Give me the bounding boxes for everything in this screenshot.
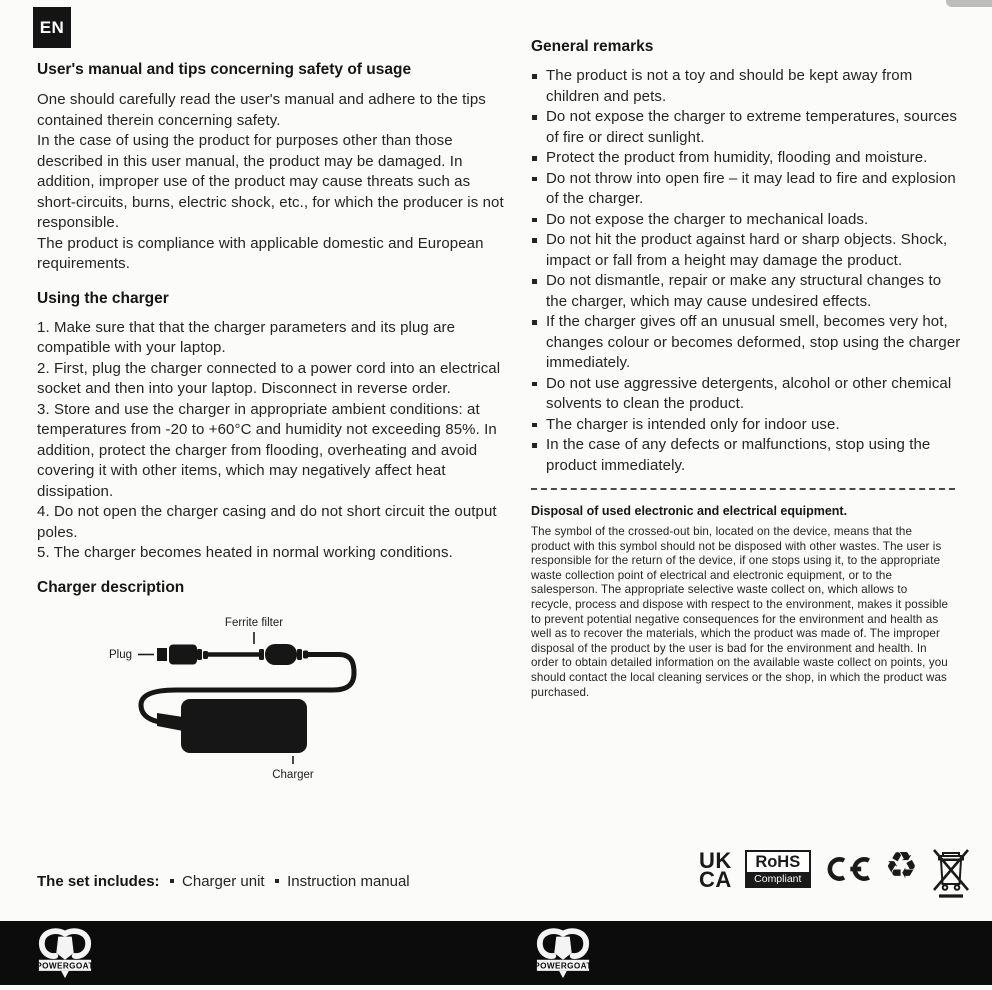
plug-connector-icon (157, 644, 208, 664)
remark-item: In the case of any defects or malfunctions, stop using the product immediately. (531, 435, 962, 476)
remark-item: The product is not a toy and should be kept away from children and pets. (531, 66, 962, 107)
disposal-text: The symbol of the crossed-out bin, located on the device, means that the product with this symbol should not be disposed with other wastes. The user is responsible for the return of the device, if one stops using it, to the appropriate waste collection point of electrical and electronic equipment, or to the salesperson. The appropriate selective waste collect on, which allows to recycle, process and dispose with respect to the environment, makes it possible to prevent potential negative consequences for the environment and health as well as to recover the materials, which the product was made of. The improper disposal of the product by the user is bad for the environment and health. In order to obtain detailed information on the available waste collect on points, you should contact the local cleaning services or the shop, in which the product was purchased. (531, 525, 949, 699)
left-column (37, 60, 504, 787)
intro-paragraph: One should carefully read the user's manual and adhere to the tips contained therein concerning safety. (37, 91, 486, 129)
step-item: 4. Do not open the charger casing and do not short circuit the output poles. (37, 503, 497, 541)
using-steps (37, 318, 504, 564)
scan-artifact (946, 0, 992, 7)
using-charger-heading: Using the charger (37, 289, 169, 307)
recycling-icon: ♻ (884, 845, 918, 886)
brand-name: POWERGOAT (534, 961, 592, 971)
intro-paragraph: The product is compliance with applicable domestic and European requirements. (37, 234, 484, 272)
remark-item: Protect the product from humidity, flooding and moisture. (531, 148, 962, 169)
dashed-divider (531, 488, 955, 490)
remark-item: Do not hit the product against hard or sharp objects. Shock, impact or fall from a height may damage the product. (531, 230, 962, 271)
step-item: 1. Make sure that that the charger parameters and its plug are compatible with your laptop. (37, 318, 456, 356)
footer-bar (0, 921, 992, 985)
plug-label: Plug (109, 648, 133, 661)
right-column (531, 38, 962, 700)
step-item: 5. The charger becomes heated in normal working conditions. (37, 544, 453, 561)
usage-title: User's manual and tips concerning safety of usage (37, 61, 412, 78)
ferrite-filter-label: Ferrite filter (224, 616, 284, 629)
bullet-square-icon (170, 879, 175, 884)
set-item: Charger unit (182, 873, 265, 890)
language-badge: EN (33, 7, 71, 48)
remark-item: If the charger gives off an unusual smell, becomes very hot, changes colour or becomes deformed, stop using the charger immediately. (531, 312, 962, 374)
powergoat-logo (534, 927, 592, 979)
set-includes-line (37, 873, 410, 890)
charger-description-heading: Charger description (37, 578, 185, 596)
ferrite-filter-icon (259, 644, 308, 665)
remark-item: Do not throw into open fire – it may lead to fire and explosion of the charger. (531, 169, 962, 210)
compliance-marks (699, 845, 971, 899)
step-item: 2. First, plug the charger connected to a power cord into an electrical socket and then into your laptop. Disconnect in reverse order. (37, 359, 501, 397)
powergoat-logo (36, 927, 94, 979)
weee-bin-icon (931, 847, 971, 899)
dc-connector-icon (157, 713, 183, 731)
remark-item: Do not use aggressive detergents, alcohol or other chemical solvents to clean the product. (531, 374, 962, 415)
set-includes-label: The set includes: (37, 873, 160, 890)
step-item: 3. Store and use the charger in appropriate ambient conditions: at temperatures from -20 to +60°C and humidity not exceeding 85%. In addition, protect the charger from flooding, overheating and avoid covering it with other items, which may negatively affect heat dissipation. (37, 400, 497, 500)
set-item: Instruction manual (287, 873, 410, 890)
ukca-mark: UK CA (699, 848, 732, 893)
remark-item: Do not dismantle, repair or make any structural changes to the charger, which may cause undesired effects. (531, 271, 962, 312)
bullet-square-icon (275, 879, 280, 884)
charger-diagram (101, 607, 471, 787)
remark-item: The charger is intended only for indoor use. (531, 415, 962, 436)
disposal-heading: Disposal of used electronic and electrical equipment. (531, 504, 848, 518)
intro-paragraph: In the case of using the product for purposes other than those described in this user manual, the product may be damaged. In addition, improper use of the product may cause threats such as short-circuits, burns, electric shock, etc., for which the producer is not responsible. (37, 132, 504, 231)
remark-item: Do not expose the charger to extreme temperatures, sources of fire or direct sunlight. (531, 107, 962, 148)
remark-item: Do not expose the charger to mechanical loads. (531, 210, 962, 231)
general-remarks-list (531, 66, 962, 476)
general-remarks-heading: General remarks (531, 38, 654, 55)
ce-mark-icon (824, 853, 872, 885)
rohs-mark: RoHS Compliant (745, 850, 811, 888)
intro-paragraphs (37, 90, 504, 275)
brand-name: POWERGOAT (36, 961, 94, 971)
charger-brick-icon (181, 699, 307, 753)
charger-label: Charger (272, 768, 314, 781)
